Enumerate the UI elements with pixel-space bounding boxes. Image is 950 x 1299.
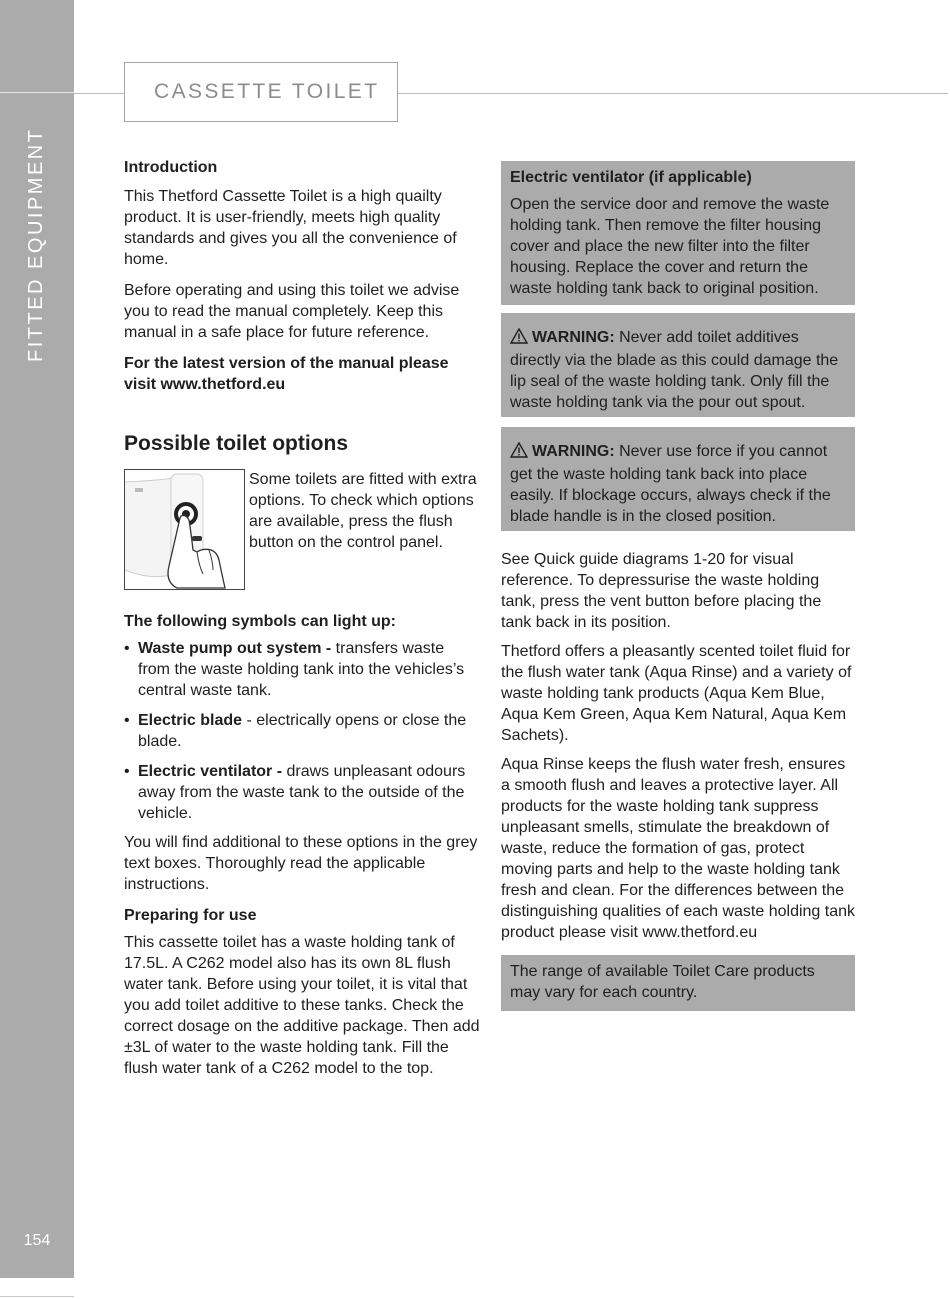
- intro-paragraph-2: Before operating and using this toilet we advise you to read the manual completely. Keep this manual in a safe place for future reference.: [124, 282, 460, 341]
- header-box: [124, 62, 398, 122]
- page-number: 154: [23, 1232, 51, 1249]
- warning-triangle-icon: [510, 328, 528, 350]
- quick-guide-paragraph: See Quick guide diagrams 1-20 for visual reference. To depressurise the waste holding tank, press the vent button before placing the tank back in its position.: [501, 551, 822, 631]
- left-column: [124, 157, 480, 1079]
- warning-2: WARNING: Never use force if you cannot get the waste holding tank back into place easily. If blockage occurs, always check if the blade handle is in the closed position.: [510, 443, 831, 525]
- ventilator-box: [501, 161, 855, 305]
- warning-box-2: [501, 427, 855, 531]
- warning-1: WARNING: Never add toilet additives directly via the blade as this could damage the lip seal of the waste holding tank. Only fill the waste holding tank via the pour out spout.: [510, 329, 839, 411]
- additional-paragraph: You will find additional to these options in the grey text boxes. Thoroughly read the applicable instructions.: [124, 834, 478, 893]
- options-block: [124, 469, 480, 591]
- hand-pressing-button-icon: [125, 470, 244, 589]
- sidebar: [0, 0, 74, 1278]
- flush-button-illustration: [124, 469, 245, 590]
- right-column: [501, 161, 855, 1011]
- sidebar-divider: [0, 92, 74, 93]
- ventilator-text: Open the service door and remove the waste holding tank. Then remove the filter housing cover and place the new filter into the filter housing. Replace the cover and return the waste holding tank back to original position.: [510, 196, 830, 297]
- ventilator-heading: Electric ventilator (if applicable): [510, 169, 752, 186]
- intro-paragraph-1: This Thetford Cassette Toilet is a high quailty product. It is user-friendly, meets high quality standards and gives you all the convenience of home.: [124, 188, 457, 268]
- symbols-heading: The following symbols can light up:: [124, 613, 396, 630]
- options-text: Some toilets are fitted with extra options. To check which options are available, press the flush button on the control panel.: [249, 471, 477, 551]
- list-item: • Waste pump out system - transfers waste from the waste holding tank into the vehicles’s central waste tank.: [124, 638, 480, 701]
- options-heading: Possible toilet options: [124, 432, 349, 455]
- page-title: CASSETTE TOILET: [154, 80, 380, 103]
- range-note-box: [501, 955, 855, 1011]
- preparing-paragraph: This cassette toilet has a waste holding tank of 17.5L. A C262 model also has its own 8L flush water tank. Before using your toilet, it is vital that you add toilet additive to these tanks. Check the correct dosage on the additive package. Then add ±3L of water to the waste holding tank. Fill the flush water tank of a C262 model to the top.: [124, 934, 480, 1077]
- aqua-rinse-paragraph: Aqua Rinse keeps the flush water fresh, ensures a smooth flush and leaves a protective layer. All products for the waste holding tank suppress unpleasant smells, stimulate the breakdown of waste, reduce the formation of gas, protect moving parts and help to the waste holding tank fresh and clean. For the differences between the distinguishing qualities of each waste holding tank product please visit www.thetford.eu: [501, 756, 856, 941]
- bottom-divider: [0, 1296, 74, 1297]
- section-title: FITTED EQUIPMENT: [25, 127, 47, 362]
- warning-box-1: [501, 313, 855, 417]
- range-note: The range of available Toilet Care products may vary for each country.: [510, 963, 815, 1001]
- symbols-list: [124, 638, 480, 824]
- list-item: • Electric ventilator - draws unpleasant odours away from the waste tank to the outside of the vehicle.: [124, 761, 480, 824]
- warning-triangle-icon: [510, 442, 528, 464]
- list-item: • Electric blade - electrically opens or close the blade.: [124, 710, 480, 752]
- manual-link-note: For the latest version of the manual please visit www.thetford.eu: [124, 355, 449, 393]
- products-paragraph: Thetford offers a pleasantly scented toilet fluid for the flush water tank (Aqua Rinse) and a variety of waste holding tank products (Aqua Kem Blue, Aqua Kem Green, Aqua Kem Natural, Aqua Kem Sachets).: [501, 643, 852, 744]
- preparing-heading: Preparing for use: [124, 907, 257, 924]
- introduction-heading: Introduction: [124, 159, 218, 176]
